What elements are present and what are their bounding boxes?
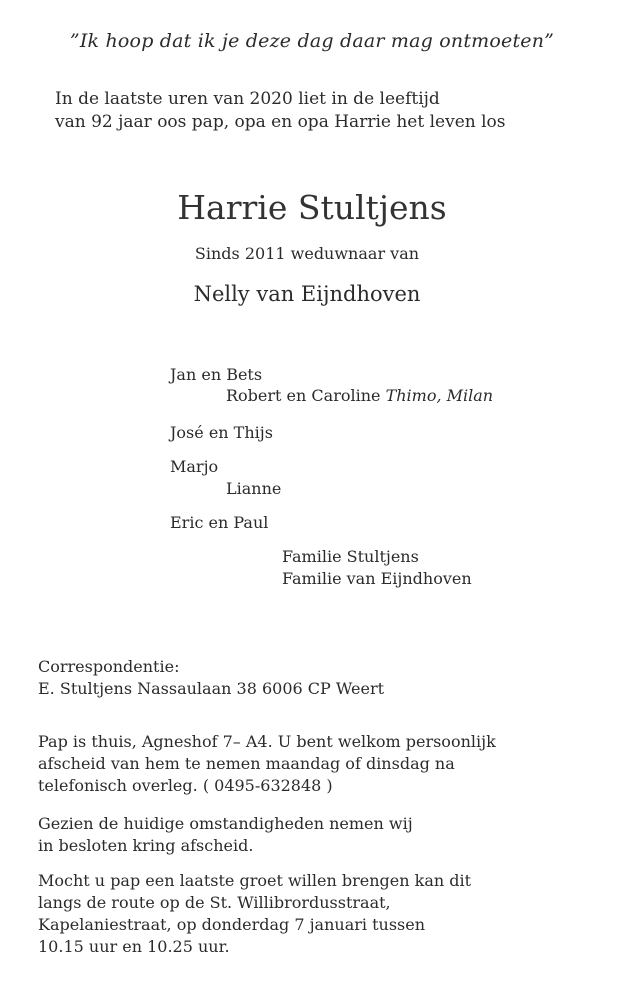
deceased-name: Harrie Stultjens (177, 188, 447, 227)
family-robert-caroline-label: Robert en Caroline (226, 386, 381, 405)
paragraph-line: telefonisch overleg. ( 0495-632848 ) (38, 776, 333, 795)
correspondence-block (38, 656, 384, 700)
paragraph-line: Pap is thuis, Agneshof 7– A4. U bent welkom persoonlijk (38, 732, 496, 751)
paragraph-line: Kapelaniestraat, op donderdag 7 januari tussen (38, 915, 426, 934)
spouse-name: Nelly van Eijndhoven (193, 282, 421, 306)
route-paragraph (38, 870, 471, 958)
family-robert-caroline (226, 386, 493, 405)
intro-line-2: van 92 jaar oos pap, opa en opa Harrie het leven los (55, 112, 506, 132)
family-jose-thijs: José en Thijs (170, 423, 273, 442)
family-robert-children: Thimo, Milan (385, 386, 494, 405)
correspondence-label: Correspondentie: (38, 657, 180, 676)
correspondence-address: E. Stultjens Nassaulaan 38 6006 CP Weert (38, 679, 385, 698)
quote: ”Ik hoop dat ik je deze dag daar mag ontmoeten” (69, 30, 555, 52)
intro-line-1: In de laatste uren van 2020 liet in de leeftijd (55, 89, 440, 109)
home-visit-paragraph (38, 731, 496, 797)
paragraph-line: langs de route op de St. Willibrordusstraat, (38, 893, 391, 912)
family-stultjens: Familie Stultjens (282, 547, 419, 566)
paragraph-line: in besloten kring afscheid. (38, 836, 254, 855)
paragraph-line: afscheid van hem te nemen maandag of dinsdag na (38, 754, 455, 773)
family-eijndhoven: Familie van Eijndhoven (282, 569, 472, 588)
paragraph-line: Gezien de huidige omstandigheden nemen wij (38, 814, 413, 833)
family-jan-bets: Jan en Bets (170, 365, 263, 384)
paragraph-line: 10.15 uur en 10.25 uur. (38, 937, 230, 956)
widower-since: Sinds 2011 weduwnaar van (194, 244, 420, 263)
family-eric-paul: Eric en Paul (170, 513, 269, 532)
intro-text (55, 88, 506, 134)
family-marjo: Marjo (170, 457, 219, 476)
private-farewell-paragraph (38, 813, 413, 857)
family-lianne: Lianne (226, 479, 282, 498)
paragraph-line: Mocht u pap een laatste groet willen brengen kan dit (38, 871, 472, 890)
